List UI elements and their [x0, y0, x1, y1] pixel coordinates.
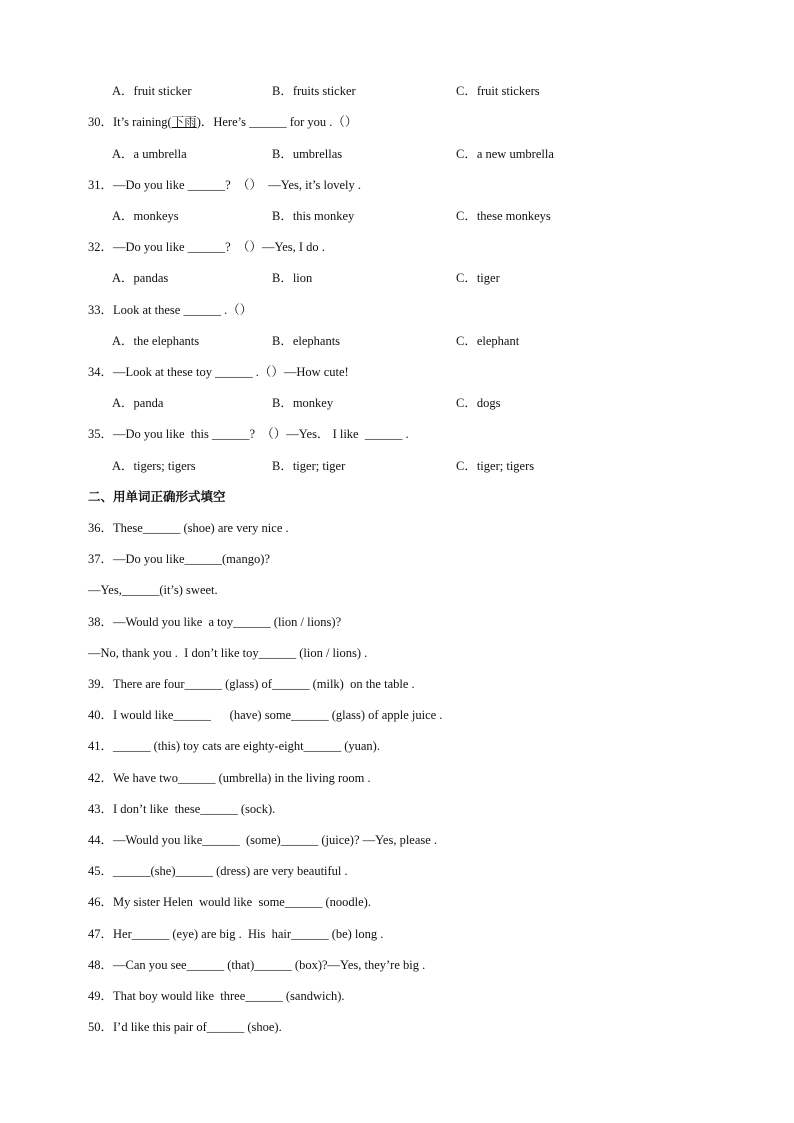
q32-option-a: A．pandas — [112, 271, 169, 285]
q30-option-a: A．a umbrella — [112, 147, 187, 161]
q35-option-c: C．tiger; tigers — [456, 459, 535, 473]
q33-options — [112, 332, 752, 350]
q30-option-b: B．umbrellas — [272, 147, 343, 161]
q42-line: 42．We have two______ (umbrella) in the living room . — [88, 771, 371, 785]
q30-text-end: )．Here’s ______ for you .（） — [196, 115, 358, 129]
q46-line: 46．My sister Helen would like some______ (noodle). — [88, 895, 371, 909]
q45-line: 45．______(she)______ (dress) are very beautiful . — [88, 864, 348, 878]
q34-question: 34．—Look at these toy ______ .（）—How cute! — [88, 365, 349, 379]
q29-option-a: A．fruit sticker — [112, 84, 192, 98]
q34-option-c: C．dogs — [456, 396, 501, 410]
q44-line: 44．—Would you like______ (some)______ (juice)? —Yes, please . — [88, 833, 438, 847]
q34-options — [112, 394, 752, 412]
q30-text-start: 30．It’s raining( — [88, 115, 172, 129]
section-2-heading: 二、用单词正确形式填空 — [88, 489, 226, 504]
q31-option-a: A．monkeys — [112, 209, 179, 223]
q32-option-b: B．lion — [272, 271, 313, 285]
q38-line: 38．—Would you like a toy______ (lion / lions)? — [88, 615, 342, 629]
q33-option-b: B．elephants — [272, 334, 341, 348]
q49-line: 49．That boy would like three______ (sandwich). — [88, 989, 345, 1003]
q43-line: 43．I don’t like these______ (sock). — [88, 802, 276, 816]
q32-options — [112, 269, 752, 287]
q29-option-b: B．fruits sticker — [272, 84, 356, 98]
q30-chinese-word: 下雨 — [171, 115, 197, 129]
q35-option-a: A．tigers; tigers — [112, 459, 196, 473]
q31-options — [112, 207, 752, 225]
q30-question — [88, 113, 754, 131]
q33-option-a: A．the elephants — [112, 334, 200, 348]
q34-option-a: A．panda — [112, 396, 164, 410]
q32-option-c: C．tiger — [456, 271, 500, 285]
q30-option-c: C．a new umbrella — [456, 147, 554, 161]
q30-options — [112, 145, 752, 163]
q38-answer-line: —No, thank you . I don’t like toy______ (lion / lions) . — [88, 646, 368, 660]
q41-line: 41．______ (this) toy cats are eighty-eight______ (yuan). — [88, 739, 380, 753]
q31-question: 31．—Do you like ______? （） —Yes, it’s lovely . — [88, 178, 362, 192]
q33-option-c: C．elephant — [456, 334, 520, 348]
q29-options — [112, 82, 752, 100]
q34-option-b: B．monkey — [272, 396, 334, 410]
q39-line: 39．There are four______ (glass) of______ (milk) on the table . — [88, 677, 415, 691]
q32-question: 32．—Do you like ______? （）—Yes, I do . — [88, 240, 325, 254]
q29-option-c: C．fruit stickers — [456, 84, 540, 98]
q37-answer-line: —Yes,______(it’s) sweet. — [88, 583, 218, 597]
q35-options — [112, 457, 752, 475]
q36-line: 36．These______ (shoe) are very nice . — [88, 521, 289, 535]
q37-line: 37．—Do you like______(mango)? — [88, 552, 270, 566]
q31-option-c: C．these monkeys — [456, 209, 551, 223]
q31-option-b: B．this monkey — [272, 209, 355, 223]
q47-line: 47．Her______ (eye) are big . His hair______ (be) long . — [88, 927, 384, 941]
q35-option-b: B．tiger; tiger — [272, 459, 346, 473]
q50-line: 50．I’d like this pair of______ (shoe). — [88, 1020, 282, 1034]
q48-line: 48．—Can you see______ (that)______ (box)?—Yes, they’re big . — [88, 958, 426, 972]
q40-line: 40．I would like______ (have) some______ (glass) of apple juice . — [88, 708, 443, 722]
q35-question: 35．—Do you like this ______? （）—Yes． I like ______ . — [88, 427, 409, 441]
q33-question: 33．Look at these ______ .（） — [88, 303, 253, 317]
